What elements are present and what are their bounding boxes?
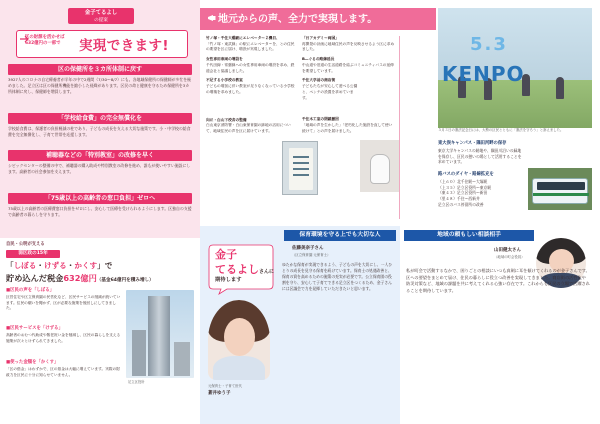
bus-heading: 路バスのダイヤ・路線拡充を <box>438 172 494 177</box>
kenpo-photo-caption: ５月３日の憲法記念日には、大勢の区民とともに「憲法を守ろう」と訴えました。 <box>438 128 564 132</box>
bubble-name-2-main: てるよし <box>215 263 259 276</box>
candidate-portrait <box>208 300 270 380</box>
label-hide: ■使った金額を「かくす」 <box>6 360 59 365</box>
achievement-item <box>206 36 296 53</box>
achievement-body: 「竹ノ塚・東武線」の駅にエレベーターを、との住民の要望を区に届け、増設が実現しました。 <box>206 41 295 52</box>
achievement-item <box>302 78 358 101</box>
hero-headline: 実現できます! <box>79 38 169 54</box>
bubble-name-2-suffix: さんに <box>259 269 275 275</box>
hero-kicker-line2: 632億円の一部で <box>25 40 61 46</box>
city-hall-caption: 足立区役所 <box>128 380 145 384</box>
section-text-hearing-aids: シビックセンターの整備の中で、補聴器の購入助成や特別教室の改修を進め、誰もが使いやすい施設にします。高齢者の社会参加を支えます。 <box>8 163 191 174</box>
bubble-tagline: 期待します <box>215 277 242 283</box>
bus-section <box>438 172 526 208</box>
endorsement-text-left: ゆたかな保育が実現できるよう、子どもの声を大切にし、一人ひとりの成長を見守る保育を続けています。保育士の処遇改善と、保育の質を高めるための施策の充実が必要です。公立保育園の役割を守り、安心して子育てできる足立区をつくるため、金子さんには区議会で力を発揮していただきたいと思います。 <box>282 262 393 291</box>
section-text-school-lunch: 学校給食費は、保護者の負担軽減の柱であり、子どもの成長を支える大切な施策です。小・中学校の給食費を完全無償化し、子育て世帯を応援します。 <box>8 126 191 137</box>
bus-photo <box>528 168 592 210</box>
text-cut: 高齢者のおむつ代助成や敬老祝い金を削減し、区民の暮らしを支える施策が次々とけずられてきました。 <box>6 333 121 343</box>
campus-section <box>438 141 592 165</box>
campus-heading: 東大俣キャンパス・隅田河畔の保存 <box>438 141 507 146</box>
budget-kicker: 自民・公明が支える <box>6 242 45 247</box>
achievement-item <box>302 36 396 53</box>
achievement-body: 中山道や旧道の生活道路を結ぶコミュニティバスの延伸を要望しています。 <box>302 62 394 73</box>
achievement-item <box>302 117 396 134</box>
megaphone-icon <box>207 13 217 23</box>
achievement-body: 「地域の声を生かした」「老朽化した施設を直して使い続けて」との声を届けました。 <box>302 123 393 133</box>
achievement-item <box>302 57 396 74</box>
endorser-role: （区立保育園 元保育士） <box>292 253 331 257</box>
bus-route-item: （上６０）北千住駅〜大塚駅 <box>438 178 488 184</box>
endorser-right-role: （地域の町会役員） <box>494 255 525 259</box>
achievement-body: 再開発の計画に地域住民の声を反映させるよう区に求めました。 <box>302 41 395 52</box>
endorsement-bubble <box>207 243 275 295</box>
badge-line-1: 金子てるよし <box>84 10 118 16</box>
bubble-name-1: 金子 <box>215 248 237 261</box>
headline-word-squeeze: しぼる <box>13 261 37 270</box>
achievement-heading: 向丘・白山下校舎の整備 <box>206 117 247 122</box>
left-panel <box>0 0 200 424</box>
middle-banner-title: 地元からの声、全力で実現します。 <box>218 14 378 25</box>
headline-word-hide: かくす <box>74 261 98 270</box>
hero-kicker-line1: 区の財源を活かせば <box>25 35 65 40</box>
achievement-body: 子どもの増加に伴い教室が足りなくなっている小学校の増築を求めました。 <box>206 84 295 94</box>
city-hall-photo <box>126 290 194 378</box>
achievement-heading: 千住木工室の閉鎖撤回 <box>302 117 339 122</box>
section-text-elderly-fees: 75歳以上の高齢者の医療費窓口負担をゼロにし、安心して医療を受けられるようにします。区独自の支援で高齢者の暮らしを守ります。 <box>8 206 192 217</box>
section-text-health-center: 3927人のコロナの自宅療養者が半年の中で2週間（7/30〜8/7）にも。各地域保健所の保健師が多忙を極めました。足立区は区の保健所機能を縮小した経緯があります。区民の命と健康を守るため保健所を3カ所体制に戻し、保健師を増員します。 <box>8 77 191 94</box>
achievement-item <box>206 78 296 95</box>
text-squeeze: 区営住宅や区立保育園の民営化など、区民サービスの削減が続いています。住民の願いを聞かず、区が必要な施策を後回しにしてきました。 <box>6 295 121 311</box>
achievement-heading: B―ぐるの路線延長 <box>302 57 335 62</box>
headline-word-cut: けずる <box>43 261 67 270</box>
subheadline-note: （基金64億円を積み増し） <box>96 278 154 283</box>
achievement-body: 千代田線・常磐線への女性専用車両の増設を求め、鉄道会社と協議しました。 <box>206 62 295 73</box>
headline-close-quote: 」で <box>97 261 113 270</box>
budget-section <box>6 240 196 424</box>
label-squeeze: ■区民の声を「しぼる」 <box>6 288 55 293</box>
budget-pill: 弱区政の15年 <box>6 250 60 258</box>
achievements-column-2 <box>302 36 396 135</box>
achievement-heading: 千住大学前の商店街 <box>302 78 336 83</box>
achievements-column-1 <box>206 36 296 135</box>
bus-route-item: （東４３）足立区役所〜新田 <box>438 190 488 196</box>
endorser-name: 佐藤美奈子さん <box>292 246 324 251</box>
campus-text: 東京大学キャンパスの跡地や、隅田川沿いの緑地を保存し、区民の憩いの場として活用することを求めています。 <box>438 147 522 165</box>
column-divider <box>399 36 400 219</box>
hero-kicker <box>25 35 65 46</box>
proposal-badge <box>68 8 134 24</box>
achievement-body: 子どもたちが安心して遊べる公園と、ベンチの設置を求めています。 <box>302 84 358 100</box>
subheadline-prefix: 貯め込んだ税金 <box>6 273 64 283</box>
section-title-elderly-fees: 「75歳以上の高齢者の窓口負担」ゼロへ <box>8 193 192 204</box>
achievement-heading: 「日アカデミー両国」 <box>302 36 339 40</box>
achievement-item <box>206 57 296 74</box>
hero-banner <box>16 30 188 58</box>
kenpo-photo-text: KENPO <box>442 62 525 86</box>
headline-open-quote: 「 <box>6 261 14 270</box>
bus-route-item: （里４８）千住〜西新井 <box>438 196 480 202</box>
achievement-heading: 不足する小学校の教室 <box>206 78 243 83</box>
achievement-heading: 竹ノ塚・千住大橋駅にエレベーター２機目、 <box>206 36 280 40</box>
endorsement-right-title: 地域の頼もしい相談相手 <box>404 230 534 241</box>
endorsement-text-right: 私が町会で活動するなかで、困りごとの相談にいつも真剣に耳を傾けてくれるのが金子さんです。区への要望をまとめて届け、住民の暮らしに役立つ改善を実現してきました。商店街の活性化や防災対策など、地域の課題を共に考えてくれる心強い存在です。これからも区民の立場で活躍されることを期待しています。 <box>406 268 590 293</box>
label-cut: ■区民サービスを「けずる」 <box>6 326 63 331</box>
subheadline-amount: 632億円 <box>63 273 97 283</box>
portrait-role: 元保育士・子育て世代 <box>208 384 242 388</box>
sign-photo <box>282 141 318 195</box>
bus-route-item: 足立区のバス停留所の改善 <box>438 202 484 208</box>
budget-subheadline <box>6 273 154 285</box>
section-title-school-lunch: 「学校給食費」の完全無償化を <box>8 113 192 124</box>
budget-headline: 「しぼる・けずる・かくす」で <box>6 261 113 270</box>
kenpo-photo-number: 5.3 <box>470 34 508 55</box>
portrait-name: 蒼井ゆう子 <box>208 391 231 396</box>
achievement-heading: 女性専用車両の増設を <box>206 57 243 62</box>
achievement-body: 白山東京消防署・白山東保育園の跡地の活用について、地域住民の声を区に届けています。 <box>206 123 291 134</box>
bus-route-item: （上３５）足立区役所〜東京駅 <box>438 184 492 190</box>
section-title-hearing-aids: 補聴器などの「特別教室」の改修を早く <box>8 150 192 161</box>
achievement-item <box>206 118 296 135</box>
bubble-name-2 <box>215 262 274 278</box>
badge-line-2: の提案 <box>94 17 108 23</box>
endorsement-left-title: 保育環境を守る上でも大切な人 <box>284 230 396 241</box>
toilet-photo <box>360 140 400 192</box>
text-hide: 「区の借金」はわずかで、区の基金は大幅に増えています。実際の財政力を区民に十分に知らせていません。 <box>6 367 120 377</box>
endorser-right-name: 山田健太さん <box>494 248 521 253</box>
section-title-health-center: 区の保健所を３カ所体制に戻す <box>8 64 192 75</box>
